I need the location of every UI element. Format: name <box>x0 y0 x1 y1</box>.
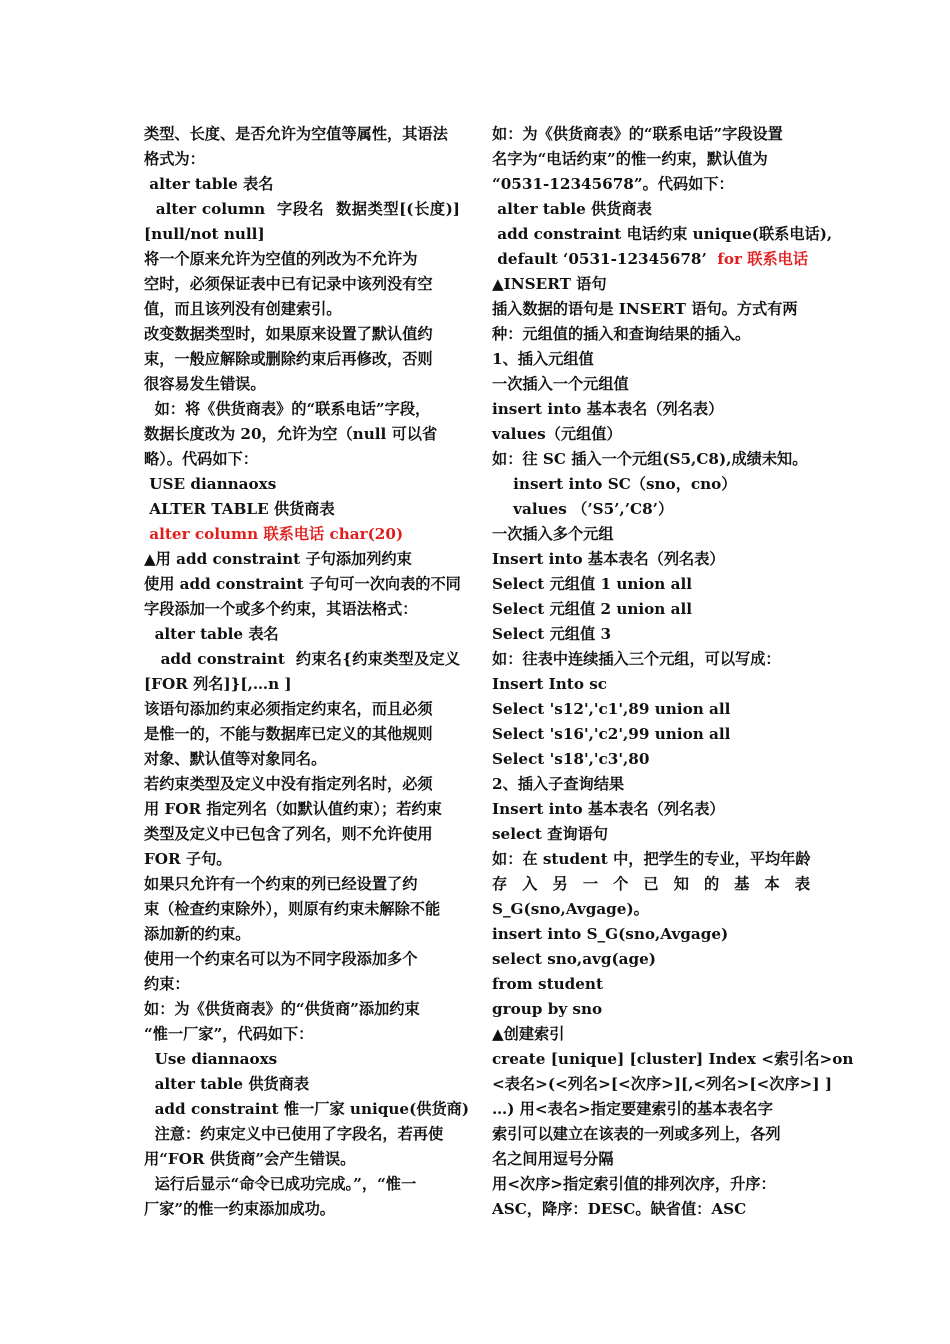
text-line <box>144 472 460 497</box>
text-line-content: 如：在 student 中，把学生的专业，平均年龄 <box>492 850 811 868</box>
text-line <box>144 572 460 597</box>
text-line-content: 一次插入一个元组值 <box>492 375 629 393</box>
text-line <box>144 222 460 247</box>
text-line <box>492 1022 810 1047</box>
text-line-content: 名之间用逗号分隔 <box>492 1150 614 1168</box>
text-line-content: Insert into 基本表名（列名表） <box>492 800 725 818</box>
text-line-content: 束（检查约束除外），则原有约束未解除不能 <box>144 900 441 918</box>
text-line-content: insert into S_G(sno,Avgage) <box>492 925 729 943</box>
text-line-content: insert into SC（sno，cno） <box>492 475 737 493</box>
text-line <box>492 747 810 772</box>
text-line <box>144 1097 470 1122</box>
text-line <box>144 772 460 797</box>
text-line-content: 注意：约束定义中已使用了字段名，若再使 <box>144 1125 444 1143</box>
text-line-content: alter table 供货商表 <box>492 200 652 218</box>
text-line <box>144 122 460 147</box>
text-line-content: 将一个原来允许为空值的列改为不允许为 <box>144 250 418 268</box>
text-line <box>144 647 460 672</box>
text-line <box>144 197 460 222</box>
text-line <box>144 1172 460 1197</box>
text-line <box>492 597 810 622</box>
text-line-content: 束，一般应解除或删除约束后再修改，否则 <box>144 350 433 368</box>
text-line-content: alter column 字段名 数据类型[(长度)] <box>144 200 460 218</box>
text-line <box>144 247 460 272</box>
text-line-content: 使用 add constraint 子句可一次向表的不同 <box>144 575 461 593</box>
text-line <box>492 897 810 922</box>
text-line-content: 用 FOR 指定列名（如默认值约束）；若约束 <box>144 800 442 818</box>
text-line <box>492 472 810 497</box>
text-line-content: create [unique] [cluster] Index <索引名>on <box>492 1050 854 1068</box>
text-line-content: select 查询语句 <box>492 825 608 843</box>
left-text-column <box>144 122 470 1222</box>
text-line-content: alter table 供货商表 <box>144 1075 310 1093</box>
text-line <box>492 347 810 372</box>
text-line <box>492 397 810 422</box>
text-line <box>492 772 810 797</box>
text-line <box>144 147 460 172</box>
text-line-content: 如：往 SC 插入一个元组(S5,C8),成绩未知。 <box>492 450 808 468</box>
text-line-content: 值，而且该列没有创建索引。 <box>144 300 342 318</box>
text-line-content: 如：将《供货商表》的“联系电话”字段， <box>144 400 431 418</box>
text-line-content: 插入数据的语句是 INSERT 语句。方式有两 <box>492 300 798 318</box>
text-line-content: 是惟一的，不能与数据库已定义的其他规则 <box>144 725 433 743</box>
highlighted-code: for 联系电话 <box>706 250 809 268</box>
text-line <box>492 1122 810 1147</box>
text-line <box>492 947 810 972</box>
text-line <box>492 372 810 397</box>
text-line <box>144 997 460 1022</box>
text-line <box>492 497 810 522</box>
text-line-content: Select 's12','c1',89 union all <box>492 700 731 718</box>
text-line <box>492 122 810 147</box>
text-line-content: 若约束类型及定义中没有指定列名时，必须 <box>144 775 433 793</box>
text-line <box>144 1122 460 1147</box>
text-line-content: 运行后显示“命令已成功完成。”，“惟一 <box>144 1175 417 1193</box>
text-line-content: 使用一个约束名可以为不同字段添加多个 <box>144 950 418 968</box>
text-line <box>144 347 460 372</box>
text-line <box>492 422 810 447</box>
text-line-content: 很容易发生错误。 <box>144 375 266 393</box>
text-line-content: ▲用 add constraint 子句添加列约束 <box>144 550 412 568</box>
text-line <box>144 597 460 622</box>
text-line-content: add constraint 惟一厂家 unique(供货商) <box>144 1100 470 1118</box>
text-line-content: 1、插入元组值 <box>492 350 594 368</box>
text-line <box>144 272 460 297</box>
text-line <box>492 247 810 272</box>
right-text-column <box>492 122 854 1222</box>
text-line-content: Select 's18','c3',80 <box>492 750 650 768</box>
text-line <box>492 822 810 847</box>
text-line <box>492 522 810 547</box>
text-line <box>144 922 460 947</box>
text-line <box>492 447 810 472</box>
text-line-content: ▲创建索引 <box>492 1025 565 1043</box>
text-line <box>144 872 460 897</box>
text-line <box>144 372 460 397</box>
text-line-content: FOR 子句。 <box>144 850 232 868</box>
text-line-content: group by sno <box>492 1000 603 1018</box>
text-line <box>144 672 460 697</box>
text-line-content: 该语句添加约束必须指定约束名，而且必须 <box>144 700 433 718</box>
text-line-content: 索引可以建立在该表的一列或多列上，各列 <box>492 1125 781 1143</box>
text-line <box>144 947 460 972</box>
text-line <box>492 997 810 1022</box>
text-line-content: select sno,avg(age) <box>492 950 656 968</box>
text-line-content: ▲INSERT 语句 <box>492 275 607 293</box>
text-line-content: 数据长度改为 20，允许为空（null 可以省 <box>144 425 438 443</box>
text-line <box>492 622 810 647</box>
text-line-content: values （’S5’,’C8’） <box>492 500 674 518</box>
text-line-content: 如果只允许有一个约束的列已经设置了约 <box>144 875 418 893</box>
text-line <box>492 722 810 747</box>
text-line-content: default ‘0531-12345678’ <box>492 250 707 268</box>
text-line <box>144 297 460 322</box>
text-line <box>492 972 810 997</box>
text-line-content: [null/not null] <box>144 225 265 243</box>
text-line-content: Use diannaoxs <box>144 1050 278 1068</box>
text-line-content: Select 's16','c2',99 union all <box>492 725 731 743</box>
text-line-content: from student <box>492 975 603 993</box>
text-line <box>492 872 810 897</box>
text-line <box>492 697 810 722</box>
text-line-content: Select 元组值 3 <box>492 625 612 643</box>
text-line-content: 一次插入多个元组 <box>492 525 614 543</box>
text-line <box>144 822 460 847</box>
text-line <box>492 572 810 597</box>
text-line-content: 如：往表中连续插入三个元组，可以写成： <box>492 650 781 668</box>
text-line <box>492 1047 854 1072</box>
text-line-content: 存入另一个已知的基本表 <box>492 875 810 893</box>
text-line <box>492 1172 810 1197</box>
text-line-content: 用“FOR 供货商”会产生错误。 <box>144 1150 356 1168</box>
text-line-content: 2、插入子查询结果 <box>492 775 625 793</box>
text-line-content: 约束： <box>144 975 190 993</box>
text-line-content: 略）。代码如下： <box>144 450 258 468</box>
text-line-content: 名字为“电话约束”的惟一约束，默认值为 <box>492 150 768 168</box>
text-line <box>492 1072 833 1097</box>
text-line-content: 改变数据类型时，如果原来设置了默认值约 <box>144 325 433 343</box>
text-line <box>144 747 460 772</box>
text-line-content: USE diannaoxs <box>144 475 277 493</box>
text-line <box>144 722 460 747</box>
text-line-content: 空时，必须保证表中已有记录中该列没有空 <box>144 275 433 293</box>
text-line-content: 对象、默认值等对象同名。 <box>144 750 327 768</box>
text-line-content: 类型及定义中已包含了列名，则不允许使用 <box>144 825 433 843</box>
text-line <box>492 1147 810 1172</box>
text-line-content: alter column 联系电话 char(20) <box>144 525 404 543</box>
text-line <box>144 522 460 547</box>
text-line-content: values（元组值） <box>492 425 622 443</box>
text-line <box>144 1072 460 1097</box>
text-line <box>492 1097 810 1122</box>
text-line <box>492 847 810 872</box>
text-line <box>492 922 810 947</box>
text-line <box>144 897 460 922</box>
text-line-content: add constraint 电话约束 unique(联系电话), <box>492 225 833 243</box>
text-line <box>492 322 810 347</box>
text-line-content: <表名>(<列名>[<次序>][,<列名>[<次序>] ] <box>492 1075 833 1093</box>
text-line <box>492 1197 810 1222</box>
text-line-content: ASC，降序：DESC。缺省值：ASC <box>492 1200 747 1218</box>
text-line <box>144 1022 460 1047</box>
text-line-content: “惟一厂家”，代码如下： <box>144 1025 314 1043</box>
text-line <box>144 1047 460 1072</box>
text-line-content: Insert Into sc <box>492 675 608 693</box>
text-line <box>492 647 810 672</box>
text-line-content: 用<次序>指定索引值的排列次序，升序： <box>492 1175 776 1193</box>
text-line <box>492 672 810 697</box>
text-line <box>144 1147 460 1172</box>
text-line <box>492 147 810 172</box>
text-line <box>144 447 460 472</box>
text-line <box>492 197 810 222</box>
text-line <box>144 622 460 647</box>
text-line <box>144 797 460 822</box>
text-line-content: 格式为： <box>144 150 205 168</box>
text-line <box>144 1197 460 1222</box>
text-line <box>144 497 460 522</box>
text-line-content: …) 用<表名>指定要建索引的基本表名字 <box>492 1100 773 1118</box>
text-line <box>492 797 810 822</box>
text-line <box>144 422 460 447</box>
text-line-content: alter table 表名 <box>144 175 274 193</box>
text-line <box>144 547 460 572</box>
text-line <box>492 272 810 297</box>
text-line-content: 种：元组值的插入和查询结果的插入。 <box>492 325 751 343</box>
text-line <box>144 397 460 422</box>
text-line-content: add constraint 约束名{约束类型及定义 <box>144 650 460 668</box>
text-line-content: [FOR 列名]}[,…n ] <box>144 675 292 693</box>
text-line-content: S_G(sno,Avgage)。 <box>492 900 649 918</box>
text-line-content: ALTER TABLE 供货商表 <box>144 500 335 518</box>
text-line-content: 如：为《供货商表》的“联系电话”字段设置 <box>492 125 783 143</box>
text-line-content: Select 元组值 2 union all <box>492 600 693 618</box>
text-line <box>144 172 460 197</box>
text-line-content: 厂家”的惟一约束添加成功。 <box>144 1200 335 1218</box>
text-line-content: 字段添加一个或多个约束，其语法格式： <box>144 600 418 618</box>
text-line <box>492 547 810 572</box>
text-line <box>144 322 460 347</box>
text-line <box>144 697 460 722</box>
text-line-content: 类型、长度、是否允许为空值等属性，其语法 <box>144 125 448 143</box>
text-line-content: 添加新的约束。 <box>144 925 251 943</box>
text-line <box>492 172 810 197</box>
text-line-content: 如：为《供货商表》的“供货商”添加约束 <box>144 1000 420 1018</box>
text-line <box>144 972 460 997</box>
text-line-content: “0531-12345678”。代码如下： <box>492 175 734 193</box>
text-line-content: Select 元组值 1 union all <box>492 575 693 593</box>
text-line <box>492 222 833 247</box>
text-line <box>144 847 460 872</box>
text-line <box>492 297 810 322</box>
text-line-content: alter table 表名 <box>144 625 279 643</box>
text-line-content: Insert into 基本表名（列名表） <box>492 550 725 568</box>
text-line-content: insert into 基本表名（列名表） <box>492 400 724 418</box>
